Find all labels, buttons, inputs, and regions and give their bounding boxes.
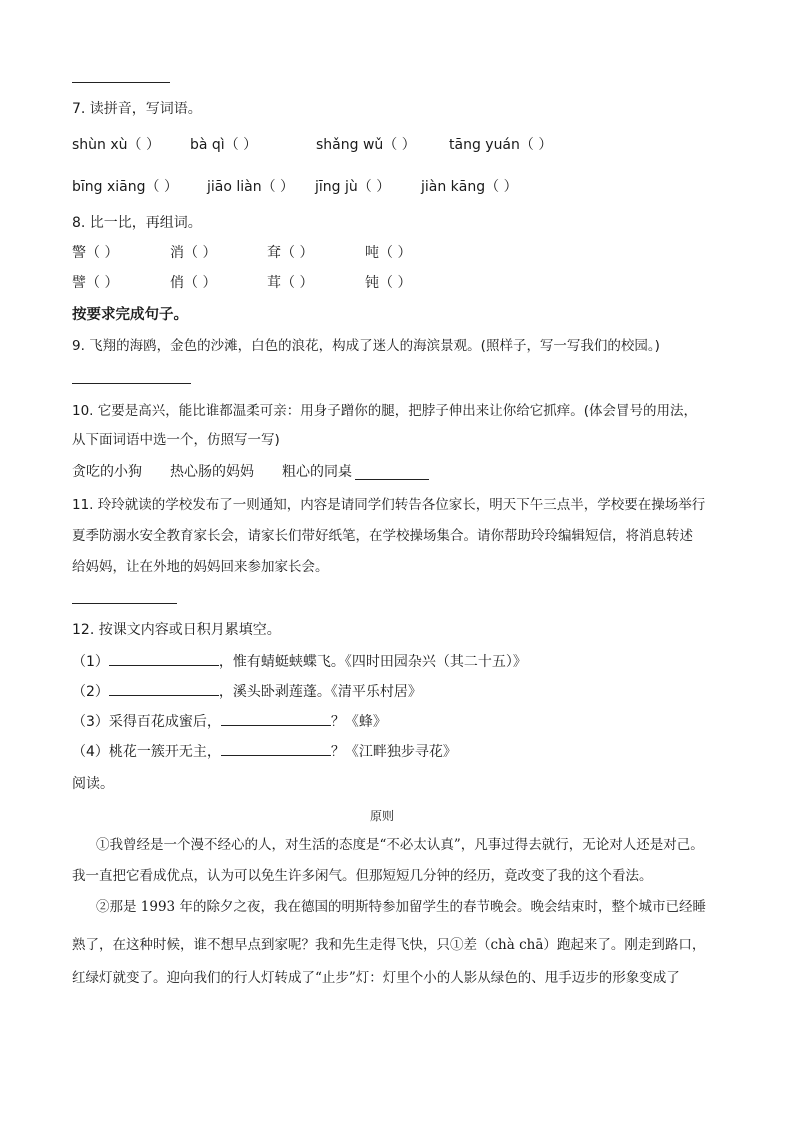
q8-char-2: 消（ ） (170, 245, 217, 261)
q12-item-2 (72, 681, 422, 702)
q12-item-1 (72, 651, 527, 672)
q11-prompt-line1: 11. 玲玲就读的学校发布了一则通知，内容是请同学们转告各位家长，明天下午三点半，学校要在操场举行 (72, 497, 706, 513)
q10-option-3: 粗心的同桌 (282, 464, 352, 480)
article-title: 原则 (370, 809, 395, 823)
q12-item-2-prefix: （2） (72, 684, 109, 700)
q10-prompt-line2: 从下面词语中选一个，仿照写一写) (72, 432, 280, 448)
q7-pinyin-7: jīng jù（ ） (315, 179, 391, 195)
q9-prompt: 9. 飞翔的海鸥，金色的沙滩，白色的浪花，构成了迷人的海滨景观。(照样子，写一写我们的校园。) (72, 338, 660, 354)
q8-char-3: 耷（ ） (267, 245, 314, 261)
q12-item-4-blank[interactable] (221, 741, 331, 756)
q8-title: 8. 比一比，再组词。 (72, 215, 202, 231)
answer-line-q11[interactable] (72, 603, 177, 604)
q7-pinyin-8: jiàn kāng（ ） (421, 179, 518, 195)
answer-line-q10[interactable] (355, 479, 429, 480)
q8-char-5: 譬（ ） (72, 275, 119, 291)
q12-item-3-blank[interactable] (221, 711, 331, 726)
section-heading: 按要求完成句子。 (72, 307, 188, 323)
q12-item-4-prefix: （4）桃花一簇开无主， (72, 744, 221, 760)
q12-item-1-suffix: ，惟有蜻蜓蛱蝶飞。《四时田园杂兴（其二十五）》 (218, 654, 527, 670)
q8-char-8: 钝（ ） (365, 275, 412, 291)
q12-item-4 (72, 741, 457, 762)
answer-line-q6 (72, 82, 170, 83)
q7-pinyin-6: jiāo liàn（ ） (207, 179, 295, 195)
q8-char-4: 吨（ ） (365, 245, 412, 261)
q12-item-1-prefix: （1） (72, 654, 109, 670)
q12-item-3-suffix: ？《蜂》 (330, 714, 387, 730)
article-p1-line2: 我一直把它看成优点，认为可以免生许多闲气。但那短短几分钟的经历，竟改变了我的这个看法。 (72, 868, 653, 884)
q11-prompt-line3: 给妈妈，让在外地的妈妈回来参加家长会。 (72, 559, 329, 575)
q7-pinyin-3: shǎng wǔ（ ） (316, 137, 416, 153)
reading-label: 阅读。 (72, 776, 114, 792)
q12-title: 12. 按课文内容或日积月累填空。 (72, 622, 281, 638)
q12-item-2-blank[interactable] (109, 681, 219, 696)
q7-pinyin-5: bīng xiāng（ ） (72, 179, 178, 195)
q8-char-1: 警（ ） (72, 245, 119, 261)
q12-item-4-suffix: ？《江畔独步寻花》 (330, 744, 457, 760)
q8-char-7: 茸（ ） (267, 275, 314, 291)
q7-pinyin-4: tāng yuán（ ） (449, 137, 553, 153)
q7-title: 7. 读拼音，写词语。 (72, 101, 202, 117)
q10-option-1: 贪吃的小狗 (72, 464, 142, 480)
answer-line-q9[interactable] (72, 383, 191, 384)
article-p2-line3: 红绿灯就变了。迎向我们的行人灯转成了“止步”灯：灯里个小的人影从绿色的、甩手迈步的形象变成了 (72, 970, 680, 986)
article-p2-line1: ②那是 1993 年的除夕之夜，我在德国的明斯特参加留学生的春节晚会。晚会结束时，整个城市已经睡 (96, 899, 706, 915)
q12-item-2-suffix: ，溪头卧剥莲蓬。《清平乐村居》 (218, 684, 422, 700)
q7-pinyin-2: bà qì（ ） (190, 137, 258, 153)
q8-char-6: 俏（ ） (170, 275, 217, 291)
q11-prompt-line2: 夏季防溺水安全教育家长会，请家长们带好纸笔，在学校操场集合。请你帮助玲玲编辑短信，将消息转述 (72, 528, 693, 544)
q12-item-3 (72, 711, 387, 732)
q12-item-1-blank[interactable] (109, 651, 219, 666)
q12-item-3-prefix: （3）采得百花成蜜后， (72, 714, 221, 730)
q10-prompt-line1: 10. 它要是高兴，能比谁都温柔可亲：用身子蹭你的腿，把脖子伸出来让你给它抓痒。(体会冒号的用法， (72, 403, 698, 419)
q10-option-2: 热心肠的妈妈 (170, 464, 254, 480)
article-p1-line1: ①我曾经是一个漫不经心的人，对生活的态度是“不必太认真”，凡事过得去就行，无论对人还是对己。 (96, 837, 704, 853)
q7-pinyin-1: shùn xù（ ） (72, 137, 160, 153)
article-p2-line2: 熟了，在这种时候，谁不想早点到家呢？我和先生走得飞快，只①差（chà chā）跑起来了。刚走到路口， (72, 937, 706, 953)
